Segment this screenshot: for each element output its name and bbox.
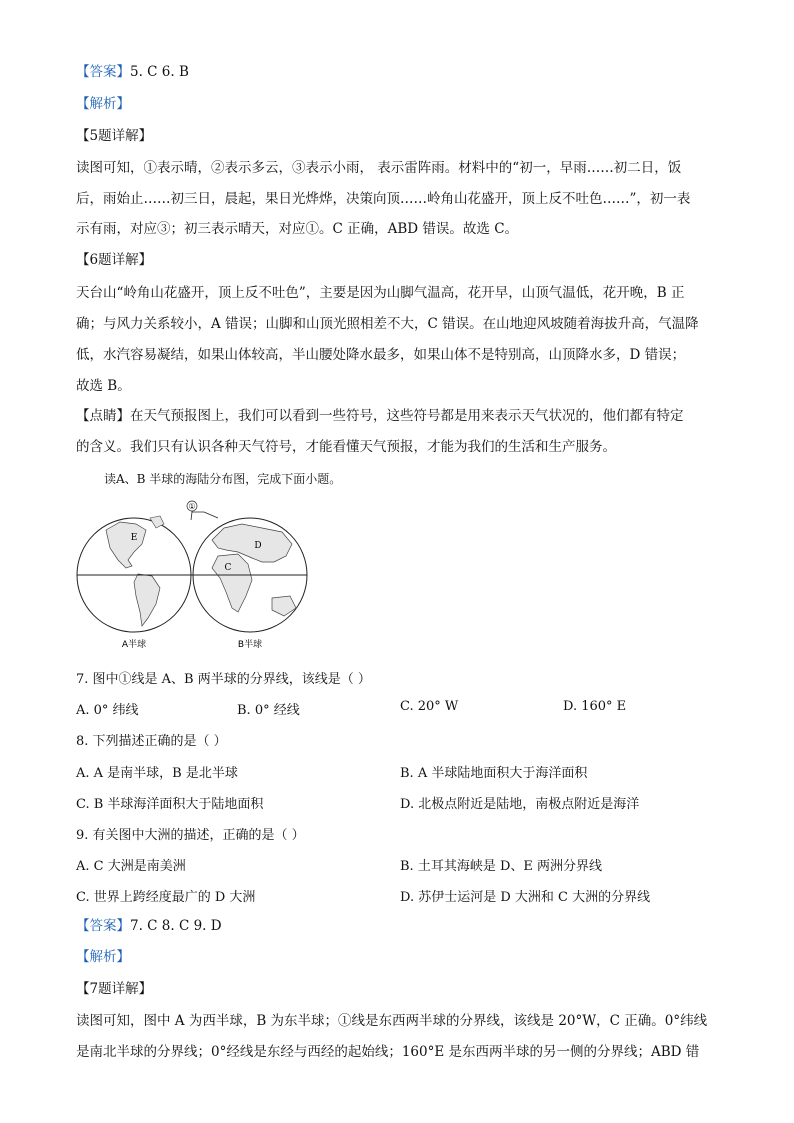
q5-detail-line: 后，雨始止……初三日，晨起，果日光烨烨，决策向顶……岭角山花盛开，顶上反不吐色……”，初一表	[76, 191, 691, 207]
q5-detail-line: 读图可知，①表示晴，②表示多云，③表示小雨， 表示雷阵雨。材料中的“初一，早雨……初二日，饭	[76, 160, 682, 176]
hemisphere-b-caption: B半球	[237, 640, 263, 650]
continent-label-e: E	[130, 533, 138, 543]
q9-option-c: C. 世界上跨经度最广的 D 大洲	[76, 890, 256, 905]
boundary-pointer	[191, 512, 218, 520]
boundary-label: ①	[188, 502, 196, 511]
question-intro: 读A、B 半球的海陆分布图，完成下面小题。	[104, 472, 342, 486]
q8-option-d: D. 北极点附近是陆地，南极点附近是海洋	[400, 797, 640, 812]
q6-detail-heading: 【6题详解】	[76, 252, 153, 268]
tip-text: 在天气预报图上，我们可以看到一些符号，这些符号都是用来表示天气状况的，他们都有特定	[130, 408, 684, 424]
q5-detail-heading: 【5题详解】	[76, 128, 153, 144]
q6-detail-line: 低，水汽容易凝结，如果山体较高，半山腰处降水最多，如果山体不是特别高，山顶降水多，D 错误；	[76, 347, 686, 363]
analysis-heading: 【解析】	[76, 96, 130, 112]
q7-stem: 7. 图中①线是 A、B 两半球的分界线，该线是（ ）	[76, 672, 371, 687]
q6-detail-line: 天台山“岭角山花盛开，顶上反不吐色”，主要是因为山脚气温高，花开早，山顶气温低，花开晚，B 正	[76, 285, 685, 301]
answer-text: 7. C 8. C 9. D	[130, 918, 222, 934]
q6-detail-line: 确；与风力关系较小，A 错误；山脚和山顶光照相差不大，C 错误。在山地迎风坡随着海拔升高，气温降	[76, 316, 699, 332]
answer-line-1	[76, 62, 716, 82]
tip-line-1	[76, 406, 716, 426]
q9-stem: 9. 有关图中大洲的描述，正确的是（ ）	[76, 828, 305, 843]
continent-label-c: C	[224, 563, 232, 573]
answer-tag: 【答案】	[76, 64, 130, 80]
q8-stem: 8. 下列描述正确的是（ ）	[76, 734, 227, 749]
analysis-heading: 【解析】	[76, 949, 130, 965]
q7-detail-heading: 【7题详解】	[76, 981, 153, 997]
q8-option-c: C. B 半球海洋面积大于陆地面积	[76, 797, 264, 812]
q7-detail-line: 是南北半球的分界线；0°经线是东经与西经的起始线；160°E 是东西两半球的另一侧的分界线；ABD 错	[76, 1044, 700, 1060]
hemisphere-map	[76, 500, 316, 656]
q6-detail-line: 故选 B。	[76, 378, 131, 394]
continent-label-d: D	[254, 541, 262, 551]
q5-detail-line: 示有雨，对应③；初三表示晴天，对应①。C 正确，ABD 错误。故选 C。	[76, 221, 519, 237]
q7-option-d: D. 160° E	[563, 699, 627, 714]
hemisphere-a-caption: A半球	[121, 640, 147, 650]
q8-option-a: A. A 是南半球，B 是北半球	[76, 766, 238, 781]
answer-tag: 【答案】	[76, 918, 130, 934]
q7-option-a: A. 0° 纬线	[76, 703, 139, 718]
answer-line-2	[76, 916, 716, 936]
answer-text: 5. C 6. B	[130, 64, 189, 80]
q9-option-a: A. C 大洲是南美洲	[76, 859, 186, 874]
q9-option-d: D. 苏伊士运河是 D 大洲和 C 大洲的分界线	[400, 890, 651, 905]
q8-option-b: B. A 半球陆地面积大于海洋面积	[400, 766, 588, 781]
tip-tag: 【点睛】	[76, 408, 130, 424]
q9-option-b: B. 土耳其海峡是 D、E 两洲分界线	[400, 859, 602, 874]
q7-detail-line: 读图可知，图中 A 为西半球，B 为东半球；①线是东西两半球的分界线，该线是 20°W，C 正确。0°纬线	[76, 1013, 708, 1029]
q7-option-b: B. 0° 经线	[237, 703, 300, 718]
q7-option-c: C. 20° W	[400, 699, 459, 714]
tip-line-2: 的含义。我们只有认识各种天气符号，才能看懂天气预报，才能为我们的生活和生产服务。	[76, 439, 616, 455]
